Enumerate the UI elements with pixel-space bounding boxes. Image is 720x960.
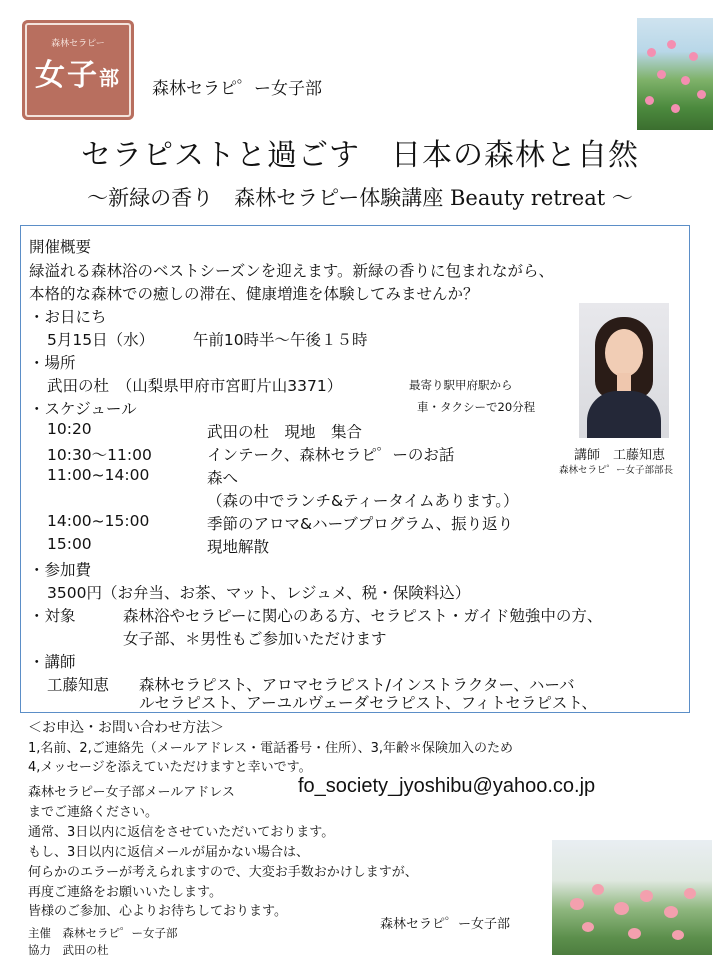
- lecturer-desc-1: 森林セラピスト、アロマセラピスト/インストラクター、ハーバ: [139, 676, 575, 694]
- logo-top-text: 森林セラピー: [51, 39, 105, 49]
- logo-main-text: [22, 50, 134, 94]
- place-label: ・場所: [29, 354, 76, 372]
- apply-line-3: までご連絡ください。: [28, 805, 159, 820]
- schedule-time: 10:20: [47, 420, 92, 438]
- target-label: ・対象: [29, 607, 76, 625]
- overview-heading: 開催概要: [29, 238, 92, 256]
- apply-line-4: 通常、3日以内に返信をさせていただいております。: [28, 825, 335, 840]
- schedule-time: 11:00~14:00: [47, 466, 150, 484]
- organizer: 主催 森林セラピ゜ー女子部: [28, 926, 178, 940]
- access-line-1: 最寄り駅甲府駅から: [409, 378, 513, 392]
- intro-line-1: 緑溢れる森林浴のベストシーズンを迎えます。新緑の香りに包まれながら、: [29, 262, 554, 280]
- email-address[interactable]: fo_society_jyoshibu@yahoo.co.jp: [298, 775, 596, 797]
- photo-subcaption: 森林セラピ゜ー女子部部長: [559, 465, 674, 476]
- schedule-desc: 森へ: [207, 469, 239, 487]
- apply-line-8: 皆様のご参加、心よりお待ちしております。: [28, 904, 287, 919]
- apply-line-7: 再度ご連絡をお願いいたします。: [28, 885, 222, 900]
- date-label: ・お日にち: [29, 308, 107, 326]
- apply-heading: ＜お申込・お問い合わせ方法＞: [28, 720, 224, 736]
- rose-photo-bottom: [552, 840, 712, 955]
- apply-line-1: 1,名前、2,ご連絡先（メールアドレス・電話番号・住所）、3,年齢＊保険加入のため: [28, 741, 514, 756]
- place-value: 武田の杜 （山梨県甲府市宮町片山3371）: [47, 377, 343, 395]
- rose-photo-top: [637, 18, 713, 130]
- intro-line-2: 本格的な森林での癒しの滞在、健康増進を体験してみませんか？: [29, 285, 479, 303]
- schedule-time: 15:00: [47, 535, 92, 553]
- access-line-2: 車・タクシーで20分程: [417, 400, 536, 414]
- lecturer-label: ・講師: [29, 653, 76, 671]
- fee-label: ・参加費: [29, 561, 92, 579]
- date-value: 5月15日（水） 午前10時半～午後１５時: [47, 331, 368, 349]
- apply-line-5: もし、3日以内に返信メールが届かない場合は、: [28, 845, 310, 860]
- target-line-1: 森林浴やセラピーに関心のある方、セラピスト・ガイド勉強中の方、: [123, 607, 603, 625]
- page-title: セラピストと過ごす 日本の森林と自然: [81, 138, 639, 173]
- logo-char-3: 部: [99, 66, 121, 90]
- apply-line-6: 何らかのエラーが考えられますので、大変お手数おかけしますが、: [28, 865, 418, 880]
- apply-line-2: 4,メッセージを添えていただけますと幸いです。: [28, 760, 312, 775]
- schedule-desc: 現地解散: [207, 538, 270, 556]
- fee-value: 3500円（お弁当、お茶、マット、レジュメ、税・保険料込）: [47, 584, 471, 602]
- photo-caption: 講師 工藤知恵: [574, 448, 666, 463]
- schedule-time: 10:30～11:00: [47, 446, 152, 464]
- schedule-desc: インテーク、森林セラピ゜ーのお話: [207, 446, 455, 464]
- schedule-desc: 武田の杜 現地 集合: [207, 423, 363, 441]
- logo-char-2: 子: [67, 58, 99, 93]
- schedule-desc: 季節のアロマ&ハーブプログラム、振り返り: [207, 515, 514, 533]
- schedule-time: 14:00~15:00: [47, 512, 150, 530]
- schedule-desc: （森の中でランチ&ティータイムあります。）: [207, 492, 519, 510]
- cooperation: 協力 武田の杜: [28, 943, 109, 957]
- email-label: 森林セラピー女子部メールアドレス: [28, 785, 235, 800]
- lecturer-name: 工藤知恵: [47, 676, 110, 694]
- logo-char-1: 女: [35, 58, 67, 93]
- schedule-label: ・スケジュール: [29, 400, 137, 418]
- signature: 森林セラピ゜ー女子部: [380, 917, 511, 932]
- logo: [22, 20, 134, 120]
- page-subtitle: ～新緑の香り 森林セラピー体験講座 Beauty retreat ～: [87, 186, 633, 210]
- target-line-2: 女子部、＊男性もご参加いただけます: [123, 630, 387, 648]
- lecturer-desc-2: ルセラピスト、アーユルヴェーダセラピスト、フィトセラピスト、: [139, 694, 598, 712]
- lecturer-photo: [579, 303, 669, 438]
- org-name: 森林セラピ゜ー女子部: [152, 79, 322, 99]
